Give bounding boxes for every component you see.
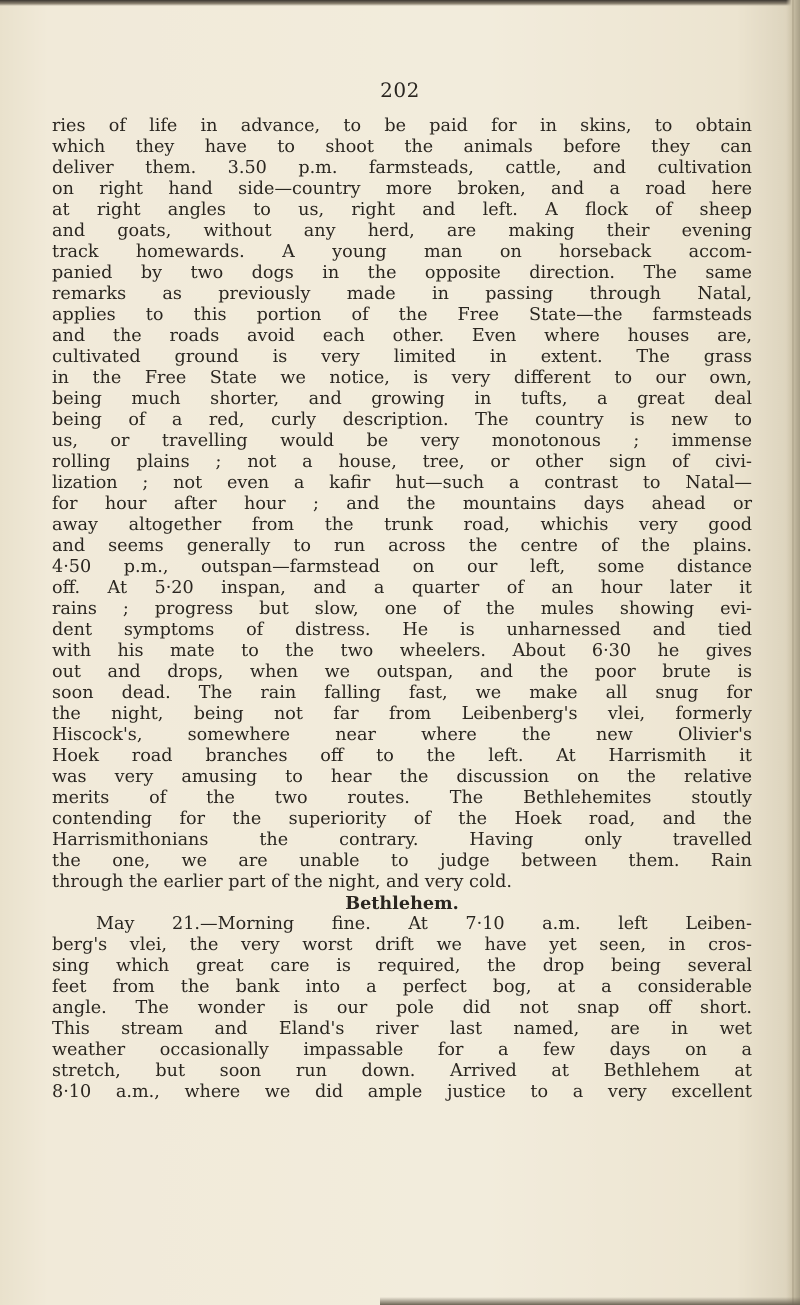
text-line: soon dead. The rain falling fast, we make all snug for: [52, 683, 752, 703]
text-line: with his mate to the two wheelers. About 6·30 he gives: [52, 641, 752, 661]
text-line: and the roads avoid each other. Even where houses are,: [52, 326, 752, 346]
text-line: weather occasionally impassable for a few days on a: [52, 1040, 752, 1060]
text-line: ries of life in advance, to be paid for in skins, to obtain: [52, 116, 752, 136]
text-line: panied by two dogs in the opposite direction. The same: [52, 263, 752, 283]
text-line: away altogether from the trunk road, whichis very good: [52, 515, 752, 535]
text-line: being of a red, curly description. The country is new to: [52, 410, 752, 430]
text-line: lization ; not even a kafir hut—such a contrast to Natal—: [52, 473, 752, 493]
text-line: berg's vlei, the very worst drift we have yet seen, in cros-: [52, 935, 752, 955]
text-line: out and drops, when we outspan, and the poor brute is: [52, 662, 752, 682]
text-line: remarks as previously made in passing through Natal,: [52, 284, 752, 304]
text-line: on right hand side—country more broken, and a road here: [52, 179, 752, 199]
text-line: This stream and Eland's river last named, are in wet: [52, 1019, 752, 1039]
text-line: 8·10 a.m., where we did ample justice to a very excellent: [52, 1082, 752, 1102]
text-line: the one, we are unable to judge between them. Rain: [52, 851, 752, 871]
text-line: rains ; progress but slow, one of the mules showing evi-: [52, 599, 752, 619]
text-line: us, or travelling would be very monotonous ; immense: [52, 431, 752, 451]
text-line: merits of the two routes. The Bethlehemites stoutly: [52, 788, 752, 808]
text-line: at right angles to us, right and left. A flock of sheep: [52, 200, 752, 220]
text-line: and goats, without any herd, are making their evening: [52, 221, 752, 241]
body-text: [52, 116, 752, 1103]
text-line: Harrismithonians the contrary. Having only travelled: [52, 830, 752, 850]
text-line: being much shorter, and growing in tufts, a great deal: [52, 389, 752, 409]
text-line: dent symptoms of distress. He is unharnessed and tied: [52, 620, 752, 640]
text-line: sing which great care is required, the drop being several: [52, 956, 752, 976]
text-line: angle. The wonder is our pole did not snap off short.: [52, 998, 752, 1018]
text-line: through the earlier part of the night, and very cold.: [52, 872, 512, 892]
page-number: 202: [380, 78, 420, 102]
text-line: track homewards. A young man on horseback accom-: [52, 242, 752, 262]
text-line: off. At 5·20 inspan, and a quarter of an hour later it: [52, 578, 752, 598]
text-line: applies to this portion of the Free State—the farmsteads: [52, 305, 752, 325]
text-line: rolling plains ; not a house, tree, or other sign of civi-: [52, 452, 752, 472]
text-line: which they have to shoot the animals before they can: [52, 137, 752, 157]
text-line: and seems generally to run across the centre of the plains.: [52, 536, 752, 556]
text-line: was very amusing to hear the discussion on the relative: [52, 767, 752, 787]
top-edge-shadow: [0, 0, 800, 6]
text-line: May 21.—Morning fine. At 7·10 a.m. left Leiben-: [96, 914, 752, 934]
text-line: deliver them. 3.50 p.m. farmsteads, cattle, and cultivation: [52, 158, 752, 178]
section-heading: Bethlehem.: [345, 893, 459, 914]
text-line: the night, being not far from Leibenberg's vlei, formerly: [52, 704, 752, 724]
right-page-edge-line: [792, 0, 794, 1305]
bottom-edge-shadow: [380, 1297, 800, 1305]
text-line: in the Free State we notice, is very different to our own,: [52, 368, 752, 388]
text-line: cultivated ground is very limited in extent. The grass: [52, 347, 752, 367]
text-line: Hoek road branches off to the left. At Harrismith it: [52, 746, 752, 766]
text-line: Hiscock's, somewhere near where the new Olivier's: [52, 725, 752, 745]
text-line: 4·50 p.m., outspan—farmstead on our left, some distance: [52, 557, 752, 577]
text-line: for hour after hour ; and the mountains days ahead or: [52, 494, 752, 514]
text-line: feet from the bank into a perfect bog, at a considerable: [52, 977, 752, 997]
text-line: contending for the superiority of the Hoek road, and the: [52, 809, 752, 829]
text-line: stretch, but soon run down. Arrived at Bethlehem at: [52, 1061, 752, 1081]
